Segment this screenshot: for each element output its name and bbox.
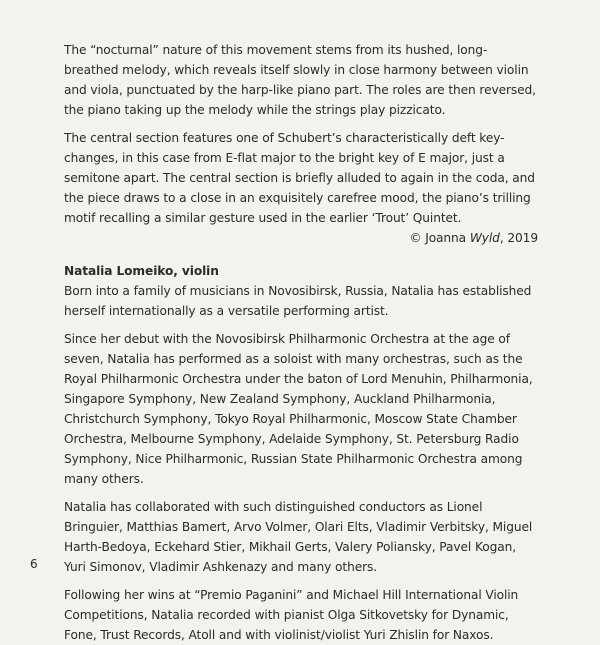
essay-paragraph-1: The “nocturnal” nature of this movement stems from its hushed, long-breathed melody, which reveals itself slowly in close harmony between violin and viola, punctuated by the harp-like piano part. The roles are then reversed, the piano taking up the melody while the strings play pizzicato. [64,43,536,117]
biography-paragraph-2: Since her debut with the Novosibirsk Philharmonic Orchestra at the age of seven, Natalia has performed as a soloist with many orchestras, such as the Royal Philharmonic Orchestra under the baton of Lord Menuhin, Philharmonia, Singapore Symphony, New Zealand Symphony, Auckland Philharmonia, Christchurch Symphony, Tokyo Royal Philharmonic, Moscow State Chamber Orchestra, Melbourne Symphony, Adelaide Symphony, St. Petersburg Radio Symphony, Nice Philharmonic, Russian State Philharmonic Orchestra among many others. [64,332,533,486]
credit-name-italic: Wyld [469,231,500,245]
essay-paragraph-2: The central section features one of Schubert’s characteristically deft key-changes, in this case from E-flat major to the bright key of E major, just a semitone apart. The central section is briefly alluded to again in the coda, and the piece draws to a close in an exquisitely carefree mood, the piano’s trilling motif recalling a similar gesture used in the earlier ‘Trout’ Quintet. [64,131,535,225]
credit-prefix: © Joanna [409,231,470,245]
biography-paragraph-3: Natalia has collaborated with such distinguished conductors as Lionel Bringuier, Matthias Bamert, Arvo Volmer, Olari Elts, Vladimir Verbitsky, Miguel Harth-Bedoya, Eckehard Stier, Mikhail Gerts, Valery Poliansky, Pavel Kogan, Yuri Simonov, Vladimir Ashkenazy and many others. [64,500,533,574]
biography-paragraph-4: Following her wins at “Premio Paganini” and Michael Hill International Violin Competitions, Natalia recorded with pianist Olga Sitkovetsky for Dynamic, Fone, Trust Records, Atoll and with violinist/violist Yuri Zhislin for Naxos. [64,588,519,642]
essay-credit [64,228,538,248]
credit-suffix: , 2019 [499,231,538,245]
booklet-page [64,40,538,645]
page-number: 6 [30,557,38,571]
biography-heading: Natalia Lomeiko, violin [64,264,219,278]
biography-paragraph-1: Born into a family of musicians in Novosibirsk, Russia, Natalia has established herself internationally as a versatile performing artist. [64,284,532,318]
